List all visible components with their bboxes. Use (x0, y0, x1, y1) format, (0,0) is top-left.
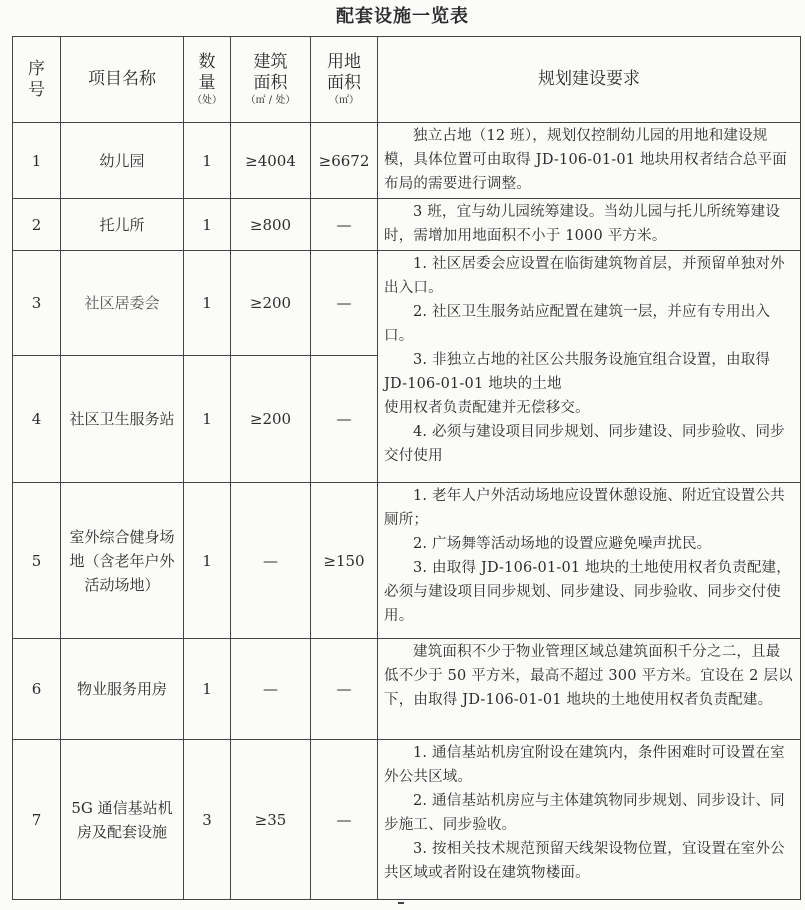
facilities-table (12, 36, 801, 900)
row-no: 3 (13, 251, 61, 356)
row-no: 6 (13, 639, 61, 740)
row-qty: 1 (184, 483, 231, 639)
row-no: 7 (13, 740, 61, 900)
row-qty: 3 (184, 740, 231, 900)
row-name: 物业服务用房 (61, 639, 184, 740)
page-title: 配套设施一览表 (336, 6, 469, 27)
row-build-area: ≥35 (231, 740, 311, 900)
header-seq: 序 号 (13, 37, 61, 123)
row-no: 2 (13, 199, 61, 251)
table-row (13, 639, 801, 740)
row-requirements-merged: 1. 社区居委会应设置在临街建筑物首层，并预留单独对外出入口。 2. 社区卫生服务站应配置在建筑一层，并应有专用出入口。 3. 非独立占地的社区公共服务设施宜组合设置，由取得 JD-106-01-01 地块的土地 使用权者负责配建并无偿移交。 4. 必须与建设项目同步规划、同步建设、同步验收、同步交付使用 (378, 251, 801, 483)
row-name: 5G 通信基站机房及配套设施 (61, 740, 184, 900)
page-mark (398, 902, 404, 904)
header-qty: 数 量 （处） (184, 37, 231, 123)
row-requirements: 独立占地（12 班），规划仅控制幼儿园的用地和建设规模，具体位置可由取得 JD-106-01-01 地块用权者结合总平面布局的需要进行调整。 (378, 123, 801, 199)
row-qty: 1 (184, 639, 231, 740)
row-land-area: ≥6672 (311, 123, 378, 199)
table-row (13, 123, 801, 199)
row-land-area: ≥150 (311, 483, 378, 639)
header-requirements: 规划建设要求 (378, 37, 801, 123)
row-qty: 1 (184, 251, 231, 356)
row-name: 托儿所 (61, 199, 184, 251)
row-build-area: ≥200 (231, 251, 311, 356)
row-build-area: — (231, 483, 311, 639)
row-qty: 1 (184, 199, 231, 251)
row-land-area: — (311, 199, 378, 251)
header-land-area: 用地 面积 （㎡） (311, 37, 378, 123)
row-name: 室外综合健身场地（含老年户外活动场地） (61, 483, 184, 639)
row-requirements: 1. 老年人户外活动场地应设置休憩设施、附近宜设置公共厕所； 2. 广场舞等活动场地的设置应避免噪声扰民。 3. 由取得 JD-106-01-01 地块的土地使用权者负责配建，必须与建设项目同步规划、同步建设、同步验收、同步交付使用。 (378, 483, 801, 639)
row-land-area: — (311, 356, 378, 483)
row-build-area: ≥4004 (231, 123, 311, 199)
table-row (13, 483, 801, 639)
row-no: 4 (13, 356, 61, 483)
row-land-area: — (311, 251, 378, 356)
row-no: 1 (13, 123, 61, 199)
row-requirements: 1. 通信基站机房宜附设在建筑内，条件困难时可设置在室外公共区域。 2. 通信基站机房应与主体建筑物同步规划、同步设计、同步施工、同步验收。 3. 按相关技术规范预留天线架设物位置，宜设置在室外公共区域或者附设在建筑物楼面。 (378, 740, 801, 900)
row-name: 社区居委会 (61, 251, 184, 356)
row-land-area: — (311, 639, 378, 740)
table-row (13, 199, 801, 251)
row-name: 社区卫生服务站 (61, 356, 184, 483)
row-land-area: — (311, 740, 378, 900)
row-build-area: ≥200 (231, 356, 311, 483)
row-requirements: 3 班，宜与幼儿园统筹建设。当幼儿园与托儿所统筹建设时，需增加用地面积不小于 1000 平方米。 (378, 199, 801, 251)
row-name: 幼儿园 (61, 123, 184, 199)
row-build-area: ≥800 (231, 199, 311, 251)
row-no: 5 (13, 483, 61, 639)
row-requirements: 建筑面积不少于物业管理区域总建筑面积千分之二，且最低不少于 50 平方米，最高不超过 300 平方米。宜设在 2 层以下，由取得 JD-106-01-01 地块的土地使用权者负责配建。 (378, 639, 801, 740)
header-build-area: 建筑 面积 （㎡ / 处） (231, 37, 311, 123)
row-build-area: — (231, 639, 311, 740)
row-qty: 1 (184, 123, 231, 199)
row-qty: 1 (184, 356, 231, 483)
table-row (13, 740, 801, 900)
table-row (13, 251, 801, 356)
header-name: 项目名称 (61, 37, 184, 123)
header-row (13, 37, 801, 123)
